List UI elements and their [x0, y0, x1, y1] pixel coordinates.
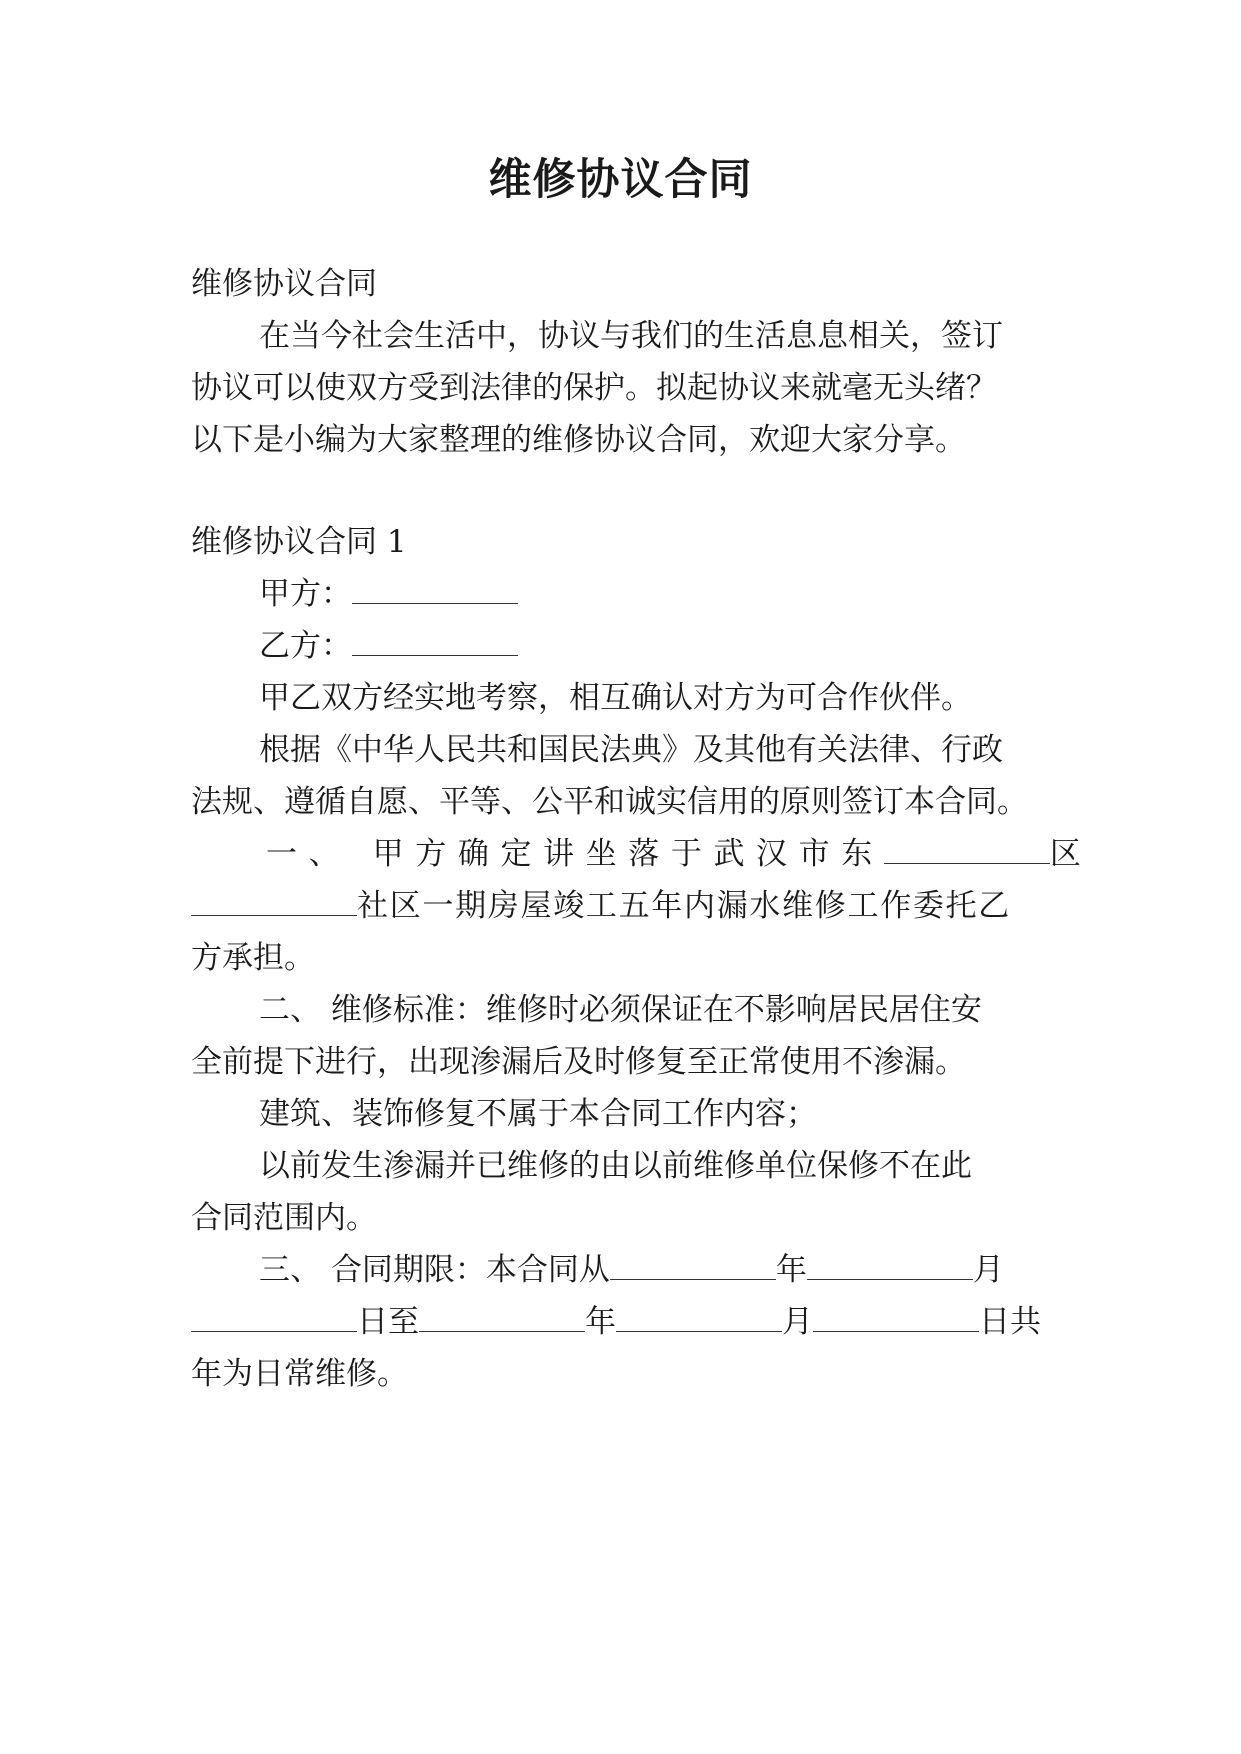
intro-line-2: 协议可以使双方受到法律的保护。拟起协议来就毫无头绪？: [191, 370, 997, 406]
clause1-line-3: 方承担。: [191, 940, 315, 976]
party-b-line: [259, 624, 1051, 668]
clause3-line-1: [259, 1248, 1051, 1292]
clause3-line-2: [191, 1300, 1051, 1344]
clause3-day-to-label: 日至: [357, 1304, 419, 1340]
clause1-district-blank[interactable]: [884, 837, 1050, 864]
clause3-day-total-label: 日共: [979, 1304, 1041, 1340]
party-a-blank[interactable]: [352, 577, 518, 604]
clause1-line-1: [266, 832, 1081, 876]
clause1-line2-text: 社区一期房屋竣工五年内漏水维修工作委托乙: [357, 888, 1011, 924]
clause1-prefix: 一、 甲方确定讲坐落于武汉市东: [266, 836, 884, 872]
clause3-start-day-blank[interactable]: [191, 1305, 357, 1332]
document-title: 维修协议合同: [488, 155, 753, 205]
clause1-line-2: [191, 884, 1051, 928]
clause2-line-3: 建筑、装饰修复不属于本合同工作内容；: [259, 1096, 817, 1132]
clause3-end-day-blank[interactable]: [813, 1305, 979, 1332]
clause3-month-label: 月: [972, 1252, 1004, 1288]
clause3-start-month-blank[interactable]: [807, 1253, 973, 1280]
party-b-label: 乙方：: [259, 628, 352, 664]
clause3-year-label: 年: [775, 1252, 807, 1288]
confirm-paragraph: 甲乙双方经实地考察，相互确认对方为可合作伙伴。: [259, 680, 972, 716]
clause1-community-blank[interactable]: [191, 889, 357, 916]
clause3-line-3: 年为日常维修。: [191, 1356, 408, 1392]
party-a-label: 甲方：: [259, 576, 352, 612]
clause2-line-5: 合同范围内。: [191, 1200, 377, 1236]
clause3-end-year-blank[interactable]: [419, 1305, 585, 1332]
clause3-end-month-blank[interactable]: [616, 1305, 782, 1332]
section-heading: 维修协议合同 1: [191, 524, 407, 560]
clause2-line-4: 以前发生渗漏并已维修的由以前维修单位保修不在此: [259, 1148, 972, 1184]
party-a-line: [259, 572, 1051, 616]
document-subtitle: 维修协议合同: [191, 266, 377, 302]
clause2-line-1: 二、 维修标准：维修时必须保证在不影响居民居住安: [259, 992, 982, 1028]
clause3-start-year-blank[interactable]: [610, 1253, 776, 1280]
basis-line-2: 法规、遵循自愿、平等、公平和诚实信用的原则签订本合同。: [191, 784, 1028, 820]
clause3-year2-label: 年: [585, 1304, 616, 1340]
clause3-month2-label: 月: [782, 1304, 813, 1340]
basis-line-1: 根据《中华人民共和国民法典》及其他有关法律、行政: [259, 732, 1003, 768]
party-b-blank[interactable]: [352, 629, 518, 656]
clause1-suffix: 区: [1049, 836, 1081, 872]
clause2-line-2: 全前提下进行，出现渗漏后及时修复至正常使用不渗漏。: [191, 1044, 966, 1080]
intro-line-1: 在当今社会生活中，协议与我们的生活息息相关，签订: [259, 318, 1003, 354]
clause3-prefix: 三、 合同期限：本合同从: [259, 1252, 610, 1288]
intro-line-3: 以下是小编为大家整理的维修协议合同，欢迎大家分享。: [191, 422, 966, 458]
